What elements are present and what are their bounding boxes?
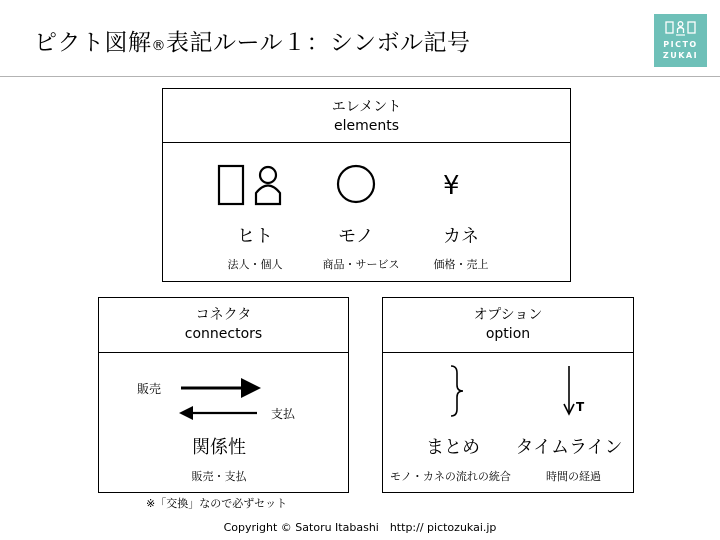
logo-glyph-icon [654,19,707,37]
connectors-box [98,297,349,493]
yen-icon: ¥ [443,171,460,201]
elements-heading-ja: エレメント [331,99,402,115]
circle-icon [335,163,377,205]
option-heading-en: option [485,326,531,342]
element-label-person: ヒト [237,226,273,247]
option-sub-timeline: 時間の経過 [546,470,601,483]
element-label-thing: モノ [338,226,374,247]
option-sub-summary: モノ・カネの流れの統合 [390,470,511,483]
arrow-top-label: 販売 [137,382,162,396]
title-rest: 表記ルール１：シンボル記号 [166,30,471,56]
element-sub-person: 法人・個人 [227,258,283,271]
timeline-arrow-icon [563,366,577,418]
option-heading-ja: オプション [473,307,543,323]
option-box [382,297,634,493]
element-label-money: カネ [443,226,479,247]
brace-icon [447,364,467,418]
title-main: ピクト図解 [34,30,152,56]
left-arrow-icon [179,405,259,421]
connectors-heading-ja: コネクタ [195,307,252,323]
logo-text-zukai: ZUKAI [662,51,699,60]
elements-heading [163,89,570,143]
pictozukai-logo [654,14,707,67]
elements-box [162,88,571,282]
logo-text-picto: PICTO [663,40,698,49]
arrow-bottom-label: 支払 [271,407,296,421]
person-icon [217,164,287,208]
element-sub-money: 価格・売上 [433,258,489,271]
slide-title [34,24,470,57]
element-sub-thing: 商品・サービス [322,258,400,271]
exchange-note: ※「交換」なので必ずセット [146,497,288,510]
right-arrow-icon [181,377,263,399]
timeline-t-mark: T [576,400,585,414]
header-divider [0,76,720,77]
elements-heading-en: elements [333,118,400,134]
option-label-timeline: タイムライン [515,437,623,458]
copyright-footer: Copyright © Satoru Itabashi http:// pictozukai.jp [223,521,497,534]
option-heading [383,298,633,353]
relation-sub: 販売・支払 [191,470,247,483]
registered-mark: ® [151,38,166,54]
relation-label: 関係性 [192,437,246,458]
option-label-summary: まとめ [426,437,480,458]
connectors-heading [99,298,348,353]
connectors-heading-en: connectors [184,326,263,342]
